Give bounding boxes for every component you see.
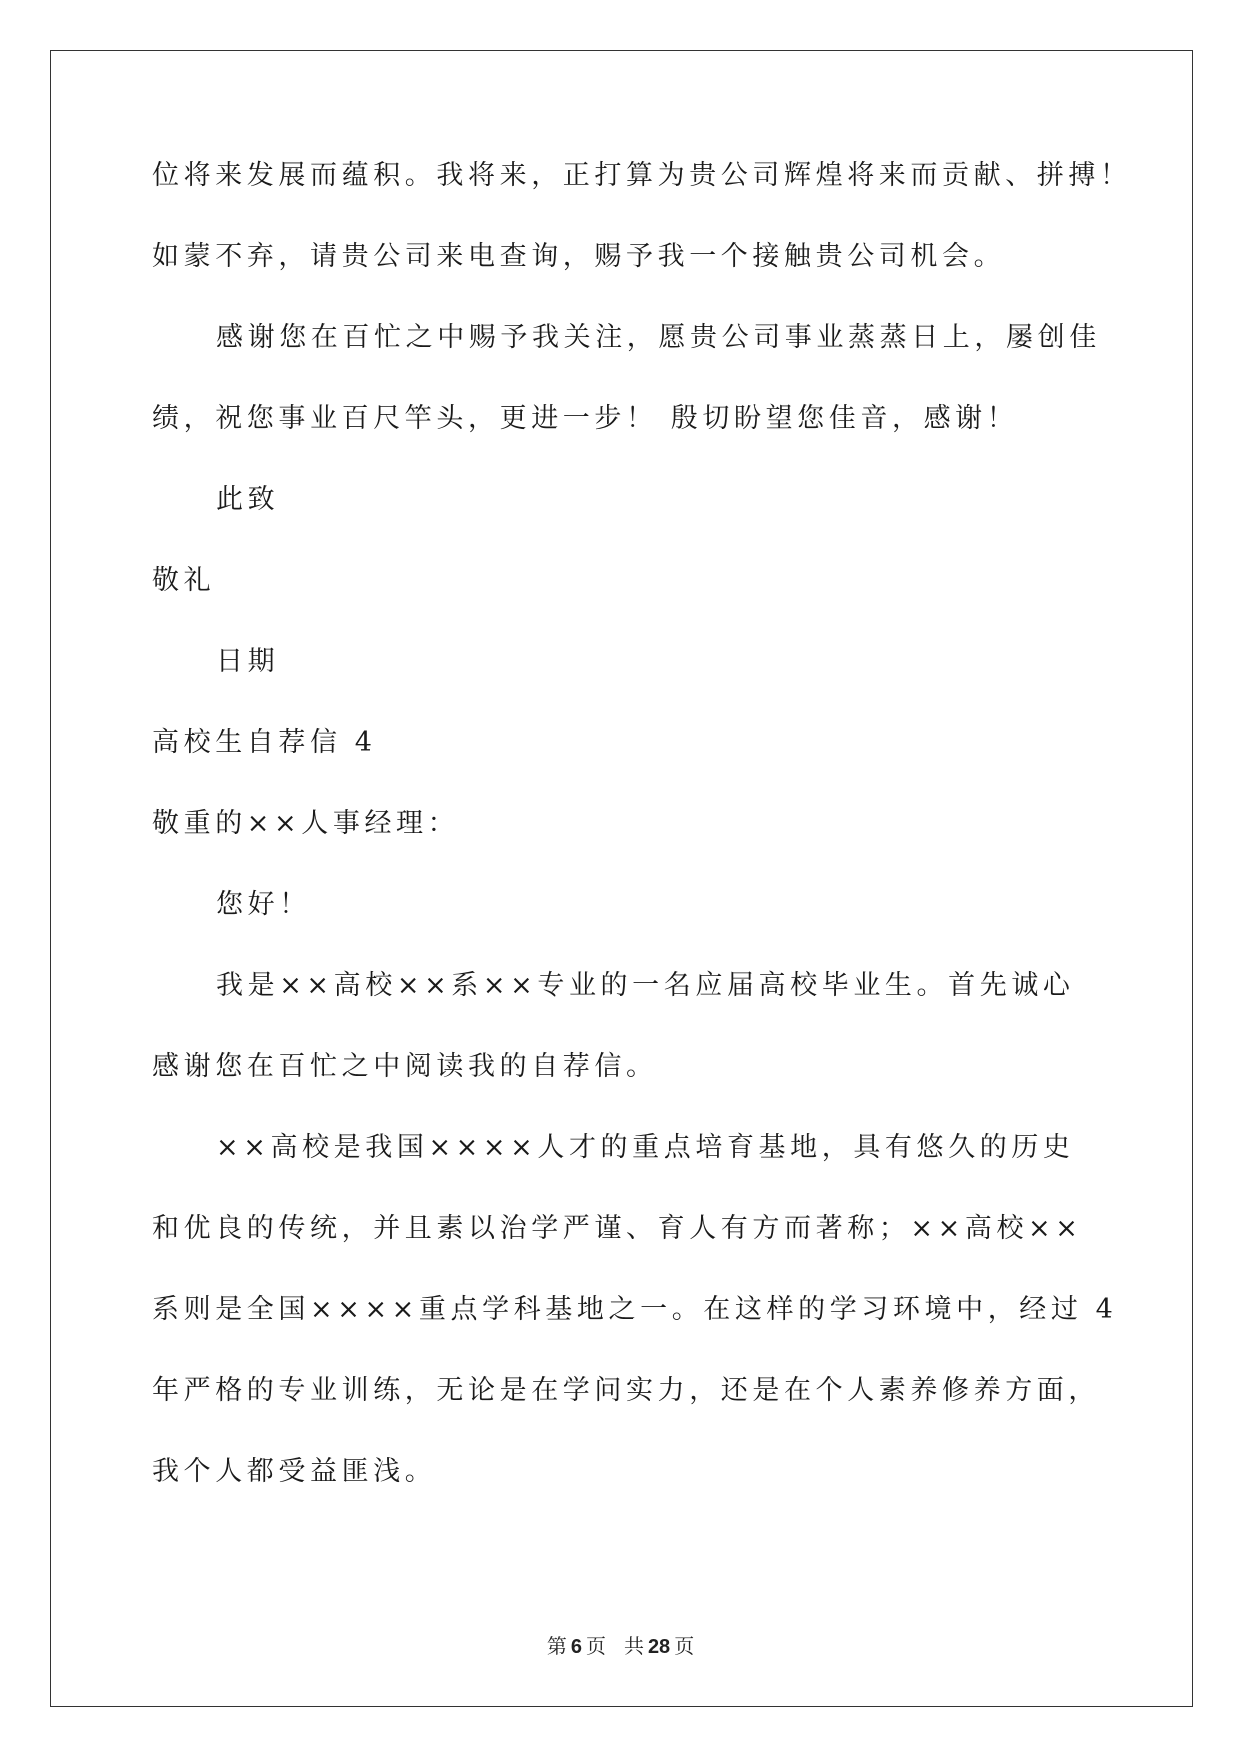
text-line: 位将来发展而蕴积。我将来，正打算为贵公司辉煌将来而贡献、拼搏！ [152, 160, 1132, 191]
page-footer [0, 1630, 1241, 1659]
letter-body [152, 160, 1132, 1537]
text-line: 如蒙不弃，请贵公司来电查询，赐予我一个接触贵公司机会。 [152, 241, 1006, 272]
greeting: 您好！ [216, 889, 311, 920]
text-line: 感谢您在百忙之中阅读我的自荐信。 [152, 1051, 658, 1082]
total-prefix: 共 [623, 1634, 644, 1658]
text-line: 我个人都受益匪浅。 [152, 1456, 437, 1487]
text-line: 系则是全国××××重点学科基地之一。在这样的学习环境中，经过 4 [152, 1294, 1118, 1325]
greeting-recipient: 敬重的××人事经理： [152, 808, 460, 839]
page-number: 6 [570, 1636, 582, 1658]
page-prefix: 第 [546, 1634, 567, 1658]
page-suffix: 页 [585, 1634, 606, 1658]
text-line: 我是××高校××系××专业的一名应届高校毕业生。首先诚心 [216, 970, 1075, 1001]
text-line: ××高校是我国××××人才的重点培育基地，具有悠久的历史 [216, 1132, 1075, 1163]
text-line: 绩，祝您事业百尺竿头，更进一步！ 殷切盼望您佳音，感谢！ [152, 403, 1019, 434]
closing-salutation: 此致 [216, 484, 280, 515]
total-pages: 28 [647, 1636, 671, 1658]
closing-regards: 敬礼 [152, 565, 216, 596]
total-suffix: 页 [674, 1634, 695, 1658]
text-line: 感谢您在百忙之中赐予我关注，愿贵公司事业蒸蒸日上，屡创佳 [216, 322, 1101, 353]
text-line: 年严格的专业训练，无论是在学问实力，还是在个人素养修养方面， [152, 1375, 1100, 1406]
section-heading: 高校生自荐信 4 [152, 727, 377, 758]
date-label: 日期 [216, 646, 280, 677]
text-line: 和优良的传统，并且素以治学严谨、育人有方而著称；××高校×× [152, 1213, 1083, 1244]
